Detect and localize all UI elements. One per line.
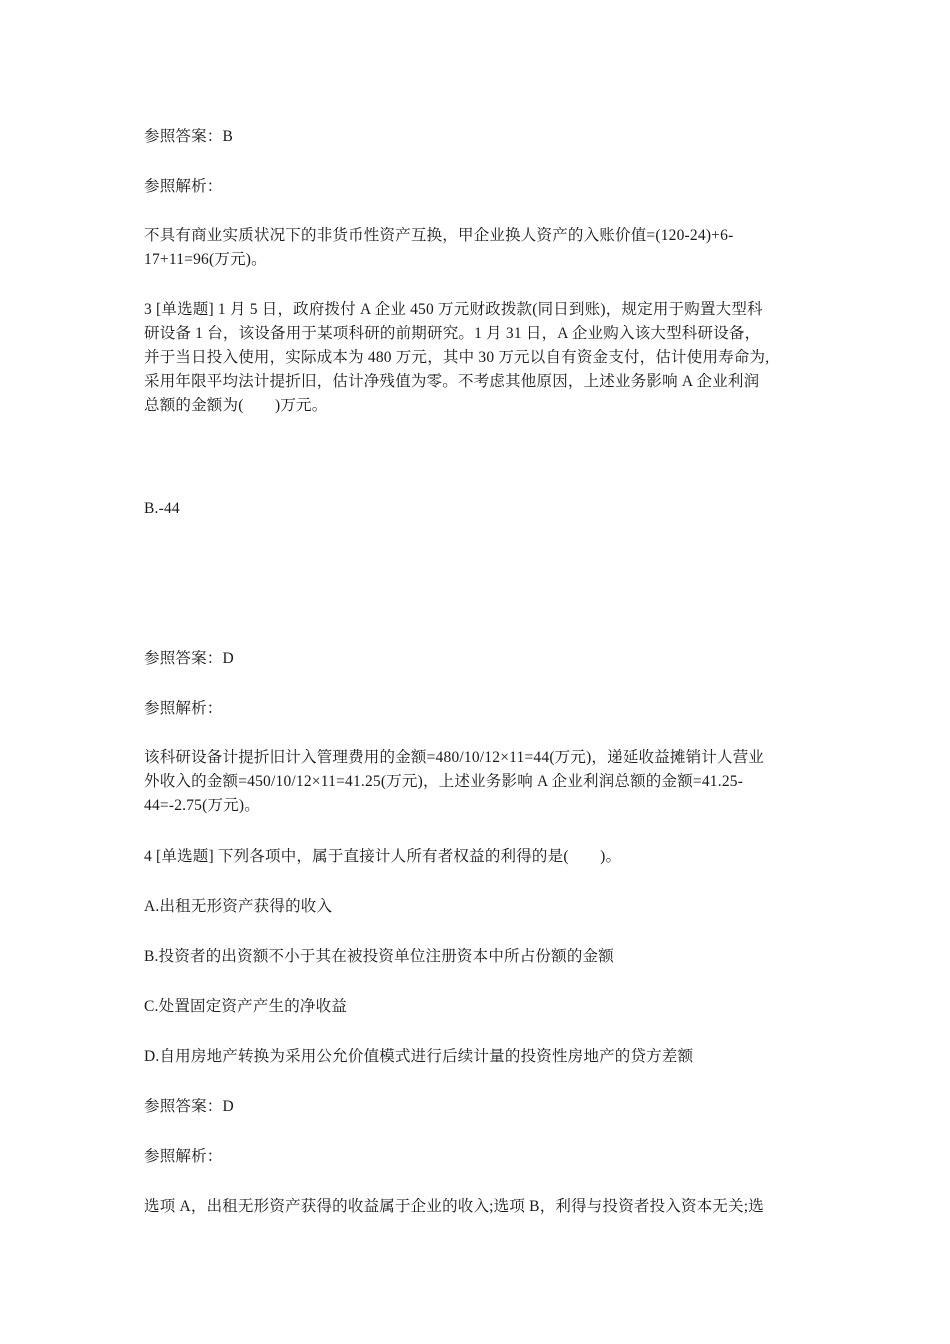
q4-question: 4 [单选题] 下列各项中，属于直接计人所有者权益的利得的是( )。 bbox=[144, 848, 622, 865]
q3-analysis-line: 外收入的金额=450/10/12×11=41.25(万元)，上述业务影响 A 企业利润总额的金额=41.25- bbox=[144, 773, 744, 790]
q2-analysis-line: 不具有商业实质状况下的非货币性资产互换，甲企业换人资产的入账价值=(120-24)+6- bbox=[144, 227, 734, 244]
q4-analysis-label: 参照解析： bbox=[144, 1148, 223, 1165]
q3-option-b: B.-44 bbox=[144, 500, 180, 517]
q4-option-a: A.出租无形资产获得的收入 bbox=[144, 898, 333, 915]
q2-answer: 参照答案：B bbox=[144, 128, 234, 145]
q3-question-line: 3 [单选题] 1 月 5 日，政府拨付 A 企业 450 万元财政拨款(同日到账)，规定用于购置大型科 bbox=[144, 301, 763, 318]
q3-answer: 参照答案：D bbox=[144, 650, 234, 667]
q3-analysis-line: 该科研设备计提折旧计入管理费用的金额=480/10/12×11=44(万元)，递延收益摊销计人营业 bbox=[144, 749, 765, 766]
q3-question-line: 研设备 1 台，该设备用于某项科研的前期研究。1 月 31 日，A 企业购入该大型科研设备， bbox=[144, 325, 761, 342]
q4-analysis-line: 选项 A，出租无形资产获得的收益属于企业的收入;选项 B，利得与投资者投入资本无关;选 bbox=[144, 1198, 764, 1215]
q3-question bbox=[144, 298, 814, 418]
q3-analysis-label: 参照解析： bbox=[144, 700, 223, 717]
q3-question-line: 采用年限平均法计提折旧，估计净残值为零。不考虑其他原因，上述业务影响 A 企业利润 bbox=[144, 373, 760, 390]
q4-option-c: C.处置固定资产产生的净收益 bbox=[144, 998, 348, 1015]
q2-analysis-line: 17+11=96(万元)。 bbox=[144, 251, 267, 268]
q3-question-line: 总额的金额为( )万元。 bbox=[144, 397, 328, 414]
q3-analysis-line: 44=-2.75(万元)。 bbox=[144, 797, 260, 814]
q4-option-d: D.自用房地产转换为采用公允价值模式进行后续计量的投资性房地产的贷方差额 bbox=[144, 1048, 694, 1065]
q4-answer: 参照答案：D bbox=[144, 1098, 234, 1115]
q2-analysis bbox=[144, 224, 814, 272]
q3-analysis bbox=[144, 746, 814, 818]
q2-analysis-label: 参照解析： bbox=[144, 178, 223, 195]
q3-question-line: 并于当日投入使用，实际成本为 480 万元，其中 30 万元以自有资金支付，估计使用寿命为, bbox=[144, 349, 770, 366]
q4-option-b: B.投资者的出资额不小于其在被投资单位注册资本中所占份额的金额 bbox=[144, 948, 614, 965]
